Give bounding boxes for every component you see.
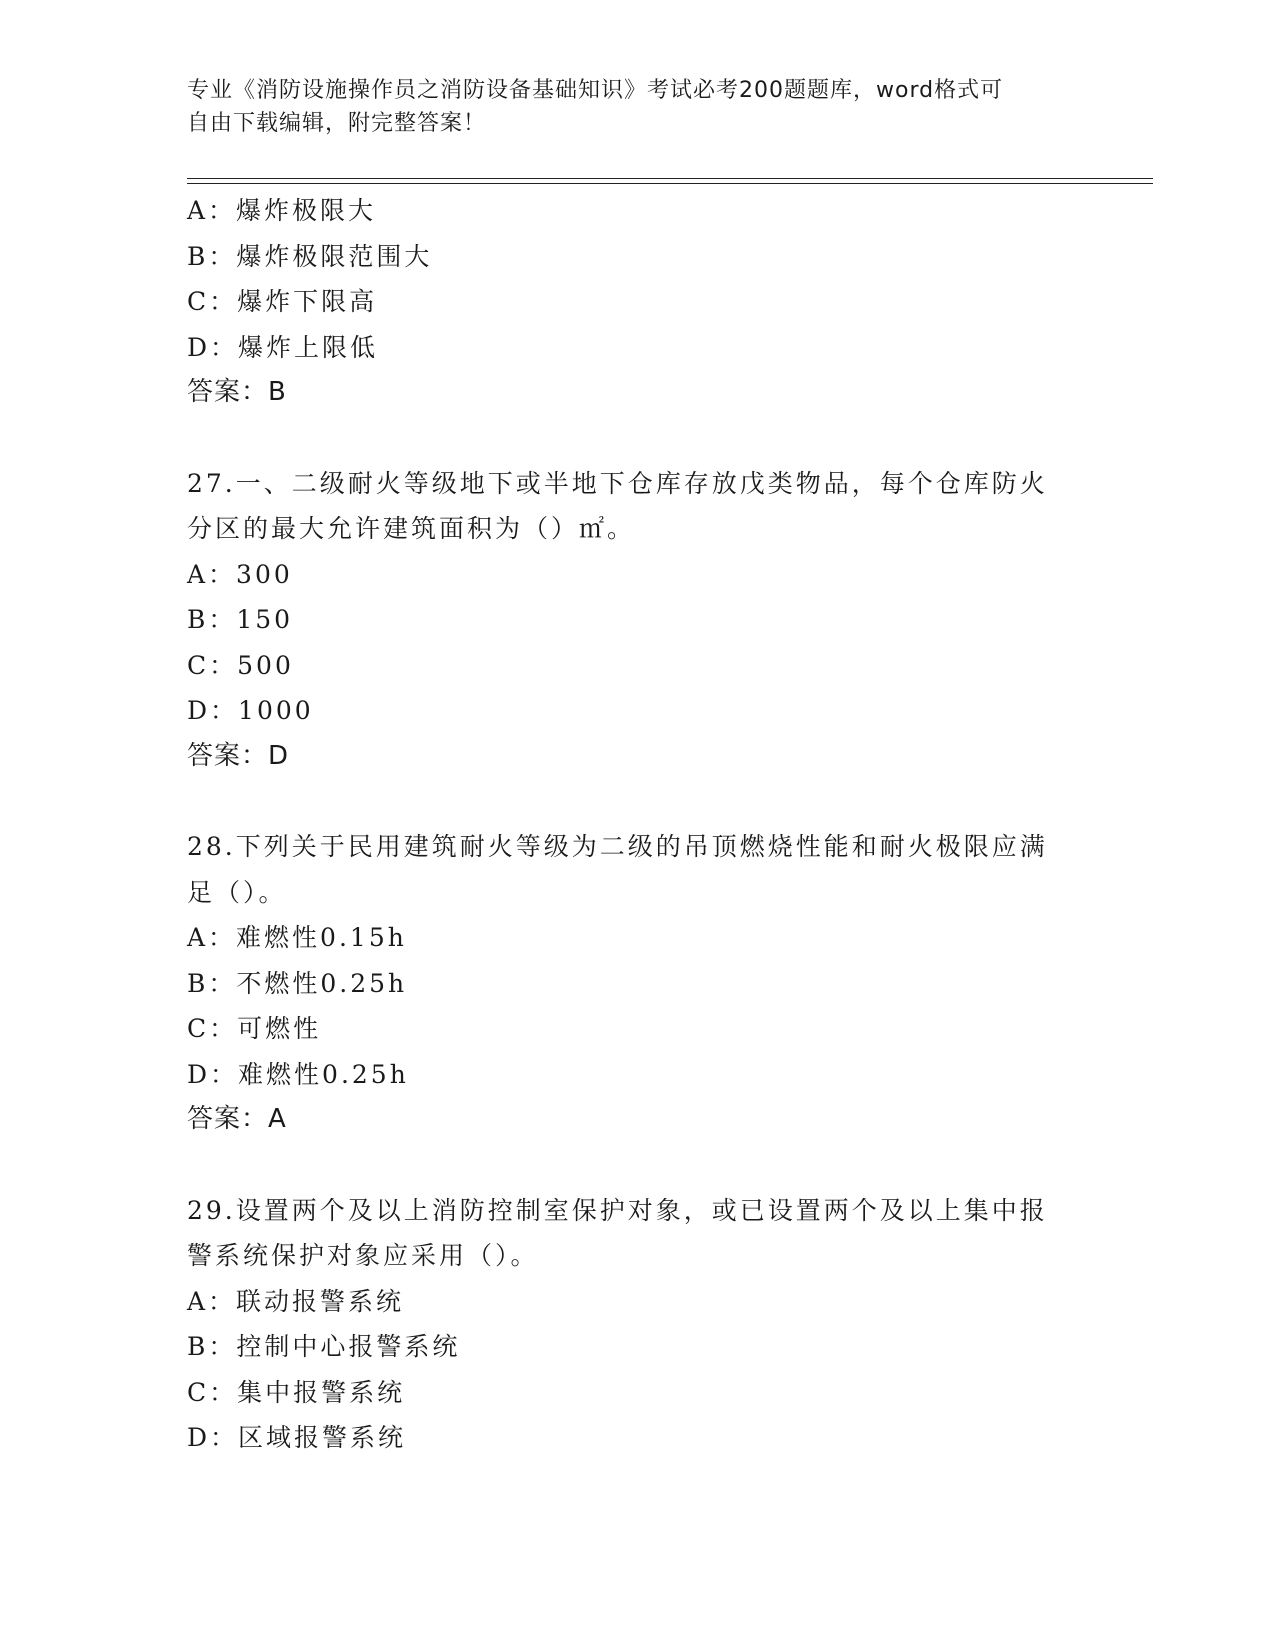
option-d: D：爆炸上限低: [187, 332, 379, 362]
option-a: A：爆炸极限大: [187, 196, 377, 225]
answer: 答案：B: [187, 377, 287, 407]
spacer: [187, 779, 1087, 824]
option-b: B：爆炸极限范围大: [187, 241, 433, 271]
option-a: A：难燃性0.15h: [187, 923, 407, 952]
question-text-line-2: 警系统保护对象应采用（）。: [187, 1241, 539, 1270]
option-b: B：控制中心报警系统: [187, 1332, 461, 1361]
question-text-line-1: 28.下列关于民用建筑耐火等级为二级的吊顶燃烧性能和耐火极限应满: [187, 832, 1048, 861]
header-rule-bottom: [187, 183, 1153, 184]
option-c: C：可燃性: [187, 1014, 322, 1043]
question-29: [187, 1188, 1087, 1461]
answer: 答案：A: [187, 1104, 287, 1134]
option-d: D：1000: [187, 696, 314, 725]
option-d: D：区域报警系统: [187, 1423, 407, 1452]
question-text-line-2: 足（）。: [187, 877, 287, 907]
question-list: [187, 188, 1087, 1461]
question-text-line-2: 分区的最大允许建筑面积为（）㎡。: [187, 514, 636, 543]
question-text-line-1: 27.一、二级耐火等级地下或半地下仓库存放戊类物品，每个仓库防火: [187, 468, 1048, 498]
header-line-1: 专业《消防设施操作员之消防设备基础知识》考试必考200题题库，word格式可: [187, 78, 1004, 103]
spacer: [187, 416, 1087, 461]
answer: 答案：D: [187, 740, 290, 771]
option-c: C：500: [187, 650, 294, 680]
spacer: [187, 1143, 1087, 1188]
header-rule-top: [187, 178, 1153, 179]
option-b: B：不燃性0.25h: [187, 968, 408, 998]
option-a: A：联动报警系统: [187, 1286, 405, 1316]
question-28: [187, 824, 1087, 1143]
question-26: [187, 188, 1087, 416]
option-c: C：爆炸下限高: [187, 287, 378, 316]
option-b: B：150: [187, 605, 294, 634]
option-c: C：集中报警系统: [187, 1377, 406, 1407]
option-a: A：300: [187, 559, 293, 589]
option-d: D：难燃性0.25h: [187, 1059, 409, 1089]
header-line-2: 自由下载编辑，附完整答案！: [187, 111, 487, 136]
question-27: [187, 461, 1087, 780]
question-text-line-1: 29.设置两个及以上消防控制室保护对象，或已设置两个及以上集中报: [187, 1195, 1048, 1225]
document-header: [187, 74, 1067, 140]
